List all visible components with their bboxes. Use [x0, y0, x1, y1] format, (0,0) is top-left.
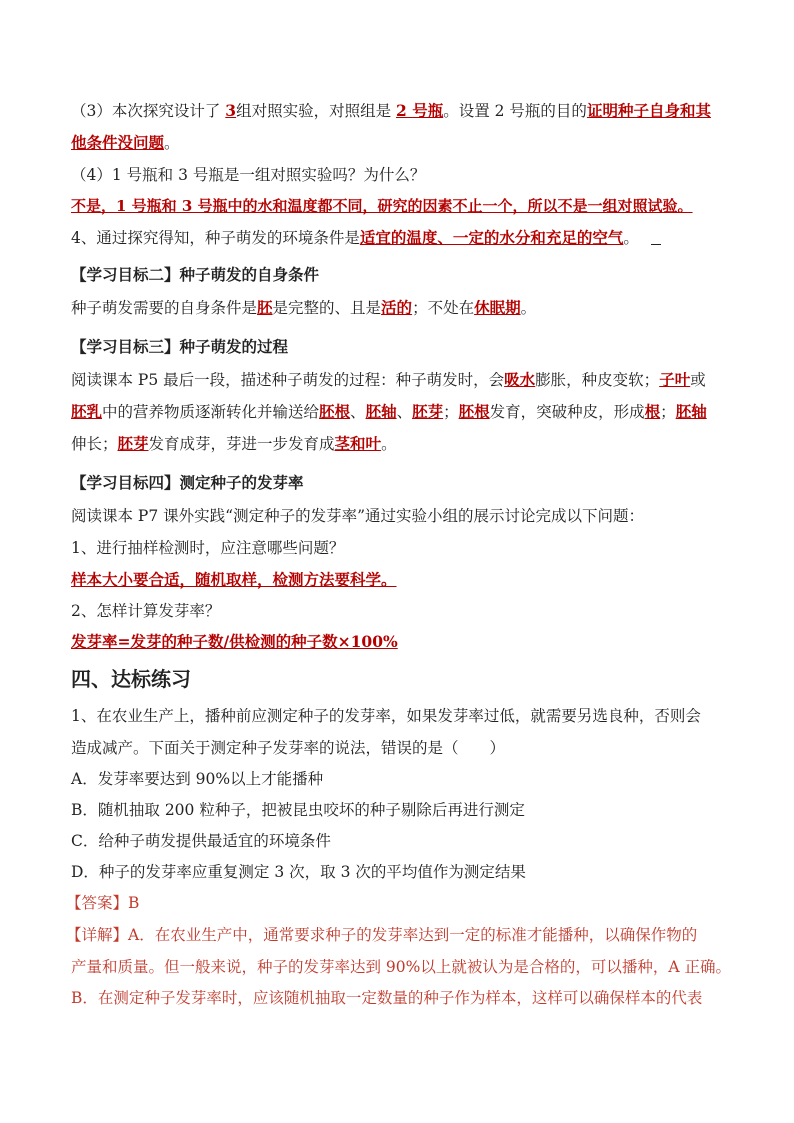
- answer-tag: 【答案】: [66, 894, 129, 912]
- answer-line: [66, 893, 139, 913]
- option-b: B．随机抽取 200 粒种子，把被昆虫咬坏的种子剔除后再进行测定: [71, 801, 525, 819]
- goal3-line2: 胚乳中的营养物质逐渐转化并输送给胚根、胚轴、胚芽；胚根发育，突破种皮，形成根；胚轴: [71, 402, 707, 421]
- detail-line3: B．在测定种子发芽率时，应该随机抽取一定数量的种子作为样本，这样可以确保样本的代表: [71, 989, 703, 1007]
- goal4-intro: 阅读课本 P7 课外实践“测定种子的发芽率”通过实验小组的展示讨论完成以下问题：: [71, 507, 644, 525]
- q3-line1: （3）本次探究设计了 3组对照实验，对照组是 2 号瓶。设置 2 号瓶的目的证明种子自身和其: [71, 101, 711, 120]
- section4-title: 四、达标练习: [71, 667, 191, 691]
- blank-mark: [651, 230, 661, 245]
- goal2-title: 【学习目标二】种子萌发的自身条件: [71, 265, 320, 284]
- goal3-title: 【学习目标三】种子萌发的过程: [71, 337, 289, 356]
- goal2-answer-dormancy: 休眠期: [474, 298, 521, 317]
- q3-answer-count: 3: [225, 101, 237, 120]
- goal2-answer-embryo: 胚: [257, 298, 273, 317]
- goal2-line: 种子萌发需要的自身条件是胚是完整的、且是活的；不处在休眠期。: [71, 298, 537, 317]
- detail-tag: 【详解】: [66, 926, 129, 944]
- item4-line: 4、通过探究得知，种子萌发的环境条件是适宜的温度、一定的水分和充足的空气。: [71, 228, 661, 248]
- goal2-answer-alive: 活的: [381, 298, 413, 317]
- q3-line2: 他条件没问题。: [71, 133, 180, 152]
- goal4-title: 【学习目标四】测定种子的发芽率: [71, 473, 304, 492]
- goal3-line3: 伸长；胚芽发育成芽，芽进一步发育成茎和叶。: [71, 434, 397, 453]
- detail-line1: 【详解】A．在农业生产中，通常要求种子的发芽率达到一定的标准才能播种，以确保作物的: [66, 926, 698, 944]
- goal4-q2: 2、怎样计算发芽率？: [71, 602, 221, 620]
- q4-question: （4）1 号瓶和 3 号瓶是一组对照实验吗？为什么？: [71, 166, 426, 184]
- answer-value: B: [128, 894, 140, 912]
- item4-answer: 适宜的温度、一定的水分和充足的空气: [359, 228, 624, 247]
- q3-answer-purpose: 证明种子自身和其: [586, 101, 711, 120]
- option-a: A．发芽率要达到 90%以上才能播种: [71, 770, 324, 788]
- goal3-line1: 阅读课本 P5 最后一段，描述种子萌发的过程：种子萌发时，会吸水膨胀，种皮变软；子叶或: [71, 370, 706, 389]
- option-c: C．给种子萌发提供最适宜的环境条件: [71, 832, 331, 850]
- option-d: D．种子的发芽率应重复测定 3 次，取 3 次的平均值作为测定结果: [71, 863, 526, 881]
- detail-line2: 产量和质量。但一般来说，种子的发芽率达到 90%以上就被认为是合格的，可以播种，A 正确。: [71, 958, 732, 976]
- section4-q1-line2: 造成减产。下面关于测定种子发芽率的说法，错误的是（ ）: [71, 739, 506, 757]
- goal4-a2: 发芽率=发芽的种子数/供检测的种子数×100%: [71, 632, 398, 651]
- q4-answer: 不是，1 号瓶和 3 号瓶中的水和温度都不同，研究的因素不止一个，所以不是一组对照试验。: [71, 197, 693, 215]
- q3-answer-purpose-cont: 他条件没问题: [71, 133, 165, 152]
- goal4-q1: 1、进行抽样检测时，应注意哪些问题？: [71, 539, 345, 557]
- section4-q1-line1: 1、在农业生产上，播种前应测定种子的发芽率，如果发芽率过低，就需要另选良种，否则会: [71, 707, 701, 725]
- q3-answer-control: 2 号瓶: [396, 101, 444, 120]
- goal4-a1: 样本大小要合适，随机取样，检测方法要科学。: [71, 570, 397, 589]
